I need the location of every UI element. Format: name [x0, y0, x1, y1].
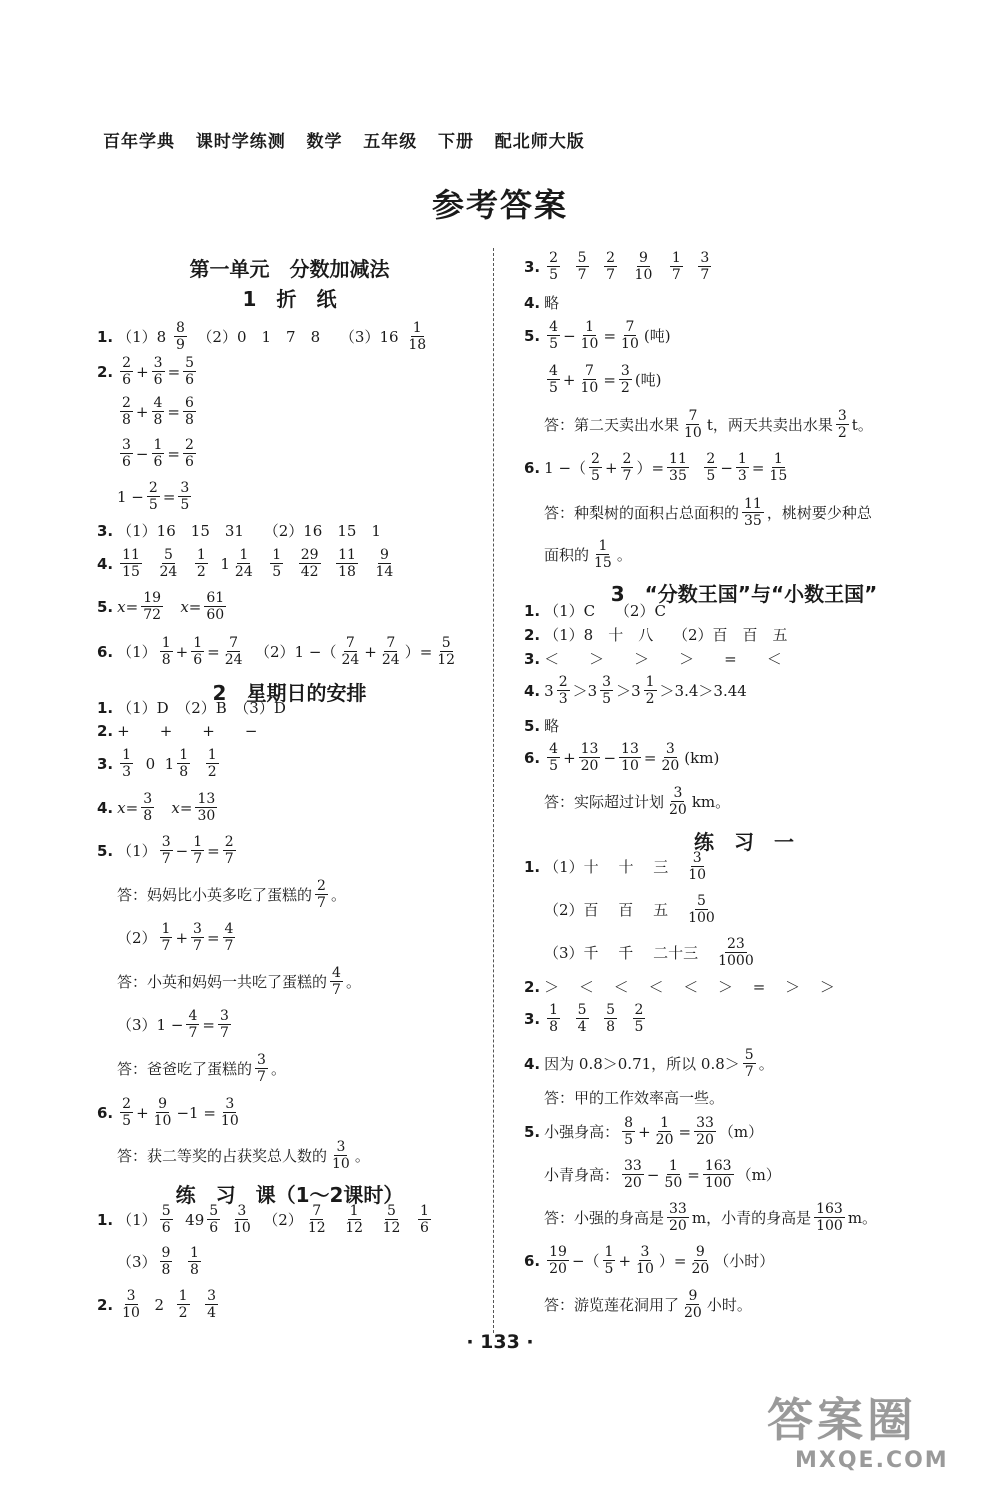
watermark-url: MXQE.COM [795, 1448, 949, 1473]
answer-row: （3） $\frac{9}{8}$ $\frac{1}{8}$ [117, 1245, 199, 1278]
answer-row: 1. （1） $\frac{5}{6}$ 49 $\frac{5}{6}$ $\frac{3}{10}$ （2） $\frac{7}{12}$ $\frac{1}{12}$ $\frac{5}{12}$ $\frac{1}{6}$ [97, 1203, 429, 1236]
answer-text: 答：第二天卖出水果 $\frac{7}{10}$ t，两天共卖出水果 $\frac{3}{2}$ t。 [544, 408, 873, 441]
answer-row: 2. $\frac{3}{10}$ 2 $\frac{1}{2}$ $\frac{3}{4}$ [97, 1288, 216, 1321]
answer-row: 2. ＞ ＜ ＜ ＜ ＜ ＞ = ＞ ＞ [524, 978, 835, 996]
answer-row: $\frac{3}{6}$ − $\frac{1}{6}$ = $\frac{2}{6}$ [122, 437, 194, 470]
answer-row: （2） $\frac{1}{7}$ + $\frac{3}{7}$ = $\frac{4}{7}$ [117, 921, 234, 954]
book-header: 百年学典 课时学练测 数学 五年级 下册 配北师大版 [103, 132, 585, 152]
answer-row: 4. $\frac{11}{15}$ $\frac{5}{24}$ $\frac{1}{2}$ 1 $\frac{1}{24}$ $\frac{1}{5}$ $\frac{29}{42}$ $\frac{11}{18}$ $\frac{9}{14}$ [97, 547, 394, 580]
answer-row: 5. 略 [524, 717, 560, 735]
answer-text: 答：小强的身高是 $\frac{33}{20}$ m，小青的身高是 $\frac{163}{100}$ m。 [544, 1201, 878, 1234]
answer-row: 6. （1） $\frac{1}{8}$ + $\frac{1}{6}$ = $\frac{7}{24}$ （2）1 −（ $\frac{7}{24}$ + $\frac{7}{24}$ ）= $\frac{5}{12}$ [97, 635, 456, 668]
answer-row: 1 − $\frac{2}{5}$ = $\frac{3}{5}$ [117, 480, 190, 513]
answer-row: 3. （1）16 15 31 （2）16 15 1 [97, 522, 381, 540]
watermark-logo [755, 1380, 985, 1480]
watermark-text: 答案圈 [767, 1393, 917, 1447]
page-number: · 133 · [466, 1331, 534, 1353]
answer-text: 答：妈妈比小英多吃了蛋糕的 $\frac{2}{7}$ 。 [117, 878, 346, 911]
answer-text: 答：种梨树的面积占总面积的 $\frac{11}{35}$ ，桃树要少种总 [544, 496, 872, 529]
answer-row: 1. （1）十 十 三 $\frac{3}{10}$ [524, 850, 707, 883]
answer-row: 5. 小强身高： $\frac{8}{5}$ + $\frac{1}{20}$ = $\frac{33}{20}$ （m） [524, 1115, 764, 1148]
answer-text: 答：甲的工作效率高一些。 [544, 1089, 725, 1107]
answer-text: 答：游览莲花洞用了 $\frac{9}{20}$ 小时。 [544, 1288, 752, 1321]
answer-row: 5. （1） $\frac{3}{7}$ − $\frac{1}{7}$ = $\frac{2}{7}$ [97, 834, 234, 867]
answer-row: （3）1 − $\frac{4}{7}$ = $\frac{3}{7}$ [117, 1008, 229, 1041]
answer-row: 6. $\frac{4}{5}$ + $\frac{13}{20}$ − $\frac{13}{10}$ = $\frac{3}{20}$ (km) [524, 741, 720, 774]
answer-row: 1. （1）C （2）C [524, 602, 666, 620]
answer-row: 4. x= $\frac{3}{8}$ x= $\frac{13}{30}$ [97, 791, 216, 824]
answer-row: （2）百 百 五 $\frac{5}{100}$ [544, 893, 715, 926]
answer-row: 1. （1）8 $\frac{8}{9}$ （2）0 1 7 8 （3）16 $\frac{1}{18}$ [97, 320, 427, 353]
answer-row: 5. $\frac{4}{5}$ − $\frac{1}{10}$ = $\frac{7}{10}$ (吨) [524, 319, 671, 352]
answer-row: 3. $\frac{1}{8}$ $\frac{5}{4}$ $\frac{5}{8}$ $\frac{2}{5}$ [524, 1002, 644, 1035]
answer-text: 答：爸爸吃了蛋糕的 $\frac{3}{7}$ 。 [117, 1052, 286, 1085]
answer-row: 6. $\frac{2}{5}$ + $\frac{9}{10}$ −1 = $\frac{3}{10}$ [97, 1096, 239, 1129]
section-title: 1 折 纸 [242, 287, 337, 311]
answer-row: 小青身高： $\frac{33}{20}$ − $\frac{1}{50}$ = $\frac{163}{100}$ （m） [544, 1158, 781, 1191]
answer-row: 5. x= $\frac{19}{72}$ x= $\frac{61}{60}$ [97, 590, 225, 623]
answer-row: $\frac{4}{5}$ + $\frac{7}{10}$ = $\frac{3}{2}$ (吨) [549, 363, 662, 396]
unit-title: 第一单元 分数加减法 [189, 257, 390, 281]
page-title: 参考答案 [431, 186, 568, 224]
section-title: 2 星期日的安排 [212, 681, 367, 705]
answer-text: 答：实际超过计划 $\frac{3}{20}$ km。 [544, 785, 731, 818]
answer-row: 2. + + + − [97, 722, 258, 740]
answer-row: （3）千 千 二十三 $\frac{23}{1000}$ [544, 936, 754, 969]
answer-row: 6. $\frac{19}{20}$ −（ $\frac{1}{5}$ + $\frac{3}{10}$ ）= $\frac{9}{20}$ （小时） [524, 1244, 775, 1277]
answer-row: 4. 因为 0.8＞0.71，所以 0.8＞ $\frac{5}{7}$ 。 [524, 1047, 774, 1080]
section-title: 练 习 课（1～2课时） [175, 1183, 404, 1207]
answer-text: 面积的 $\frac{1}{15}$ 。 [544, 538, 632, 571]
answer-row: 4. 略 [524, 294, 560, 312]
answer-row: 2. $\frac{2}{6}$ + $\frac{3}{6}$ = $\frac{5}{6}$ [97, 355, 195, 388]
answer-row: 3. ＜ ＞ ＞ ＞ = ＜ [524, 650, 782, 668]
answer-row: $\frac{2}{8}$ + $\frac{4}{8}$ = $\frac{6}{8}$ [122, 395, 194, 428]
answer-text: 答：小英和妈妈一共吃了蛋糕的 $\frac{4}{7}$ 。 [117, 965, 361, 998]
answer-row: 4. 3 $\frac{2}{3}$ ＞3 $\frac{3}{5}$ ＞3 $\frac{1}{2}$ ＞3.4̇＞3.44 [524, 674, 747, 707]
answer-row: 2. （1）8 十 八 （2）百 百 五 [524, 626, 788, 644]
answer-row: 6. 1 −（ $\frac{2}{5}$ + $\frac{2}{7}$ ）= $\frac{11}{35}$ $\frac{2}{5}$ − $\frac{1}{3}$ = $\frac{1}{15}$ [524, 451, 788, 484]
answer-text: 答：获二等奖的占获奖总人数的 $\frac{3}{10}$ 。 [117, 1139, 370, 1172]
answer-row: 1. （1）D （2）B （3）D [97, 699, 286, 717]
column-divider [493, 248, 494, 1333]
answer-row: 3. $\frac{1}{3}$ 0 1 $\frac{1}{8}$ $\frac{1}{2}$ [97, 747, 217, 780]
answer-row: 3. $\frac{2}{5}$ $\frac{5}{7}$ $\frac{2}{7}$ $\frac{9}{10}$ $\frac{1}{7}$ $\frac{3}{7}$ [524, 250, 710, 283]
section-title: 练 习 一 [694, 830, 794, 854]
section-title: 3 “分数王国”与“小数王国” [610, 582, 878, 606]
